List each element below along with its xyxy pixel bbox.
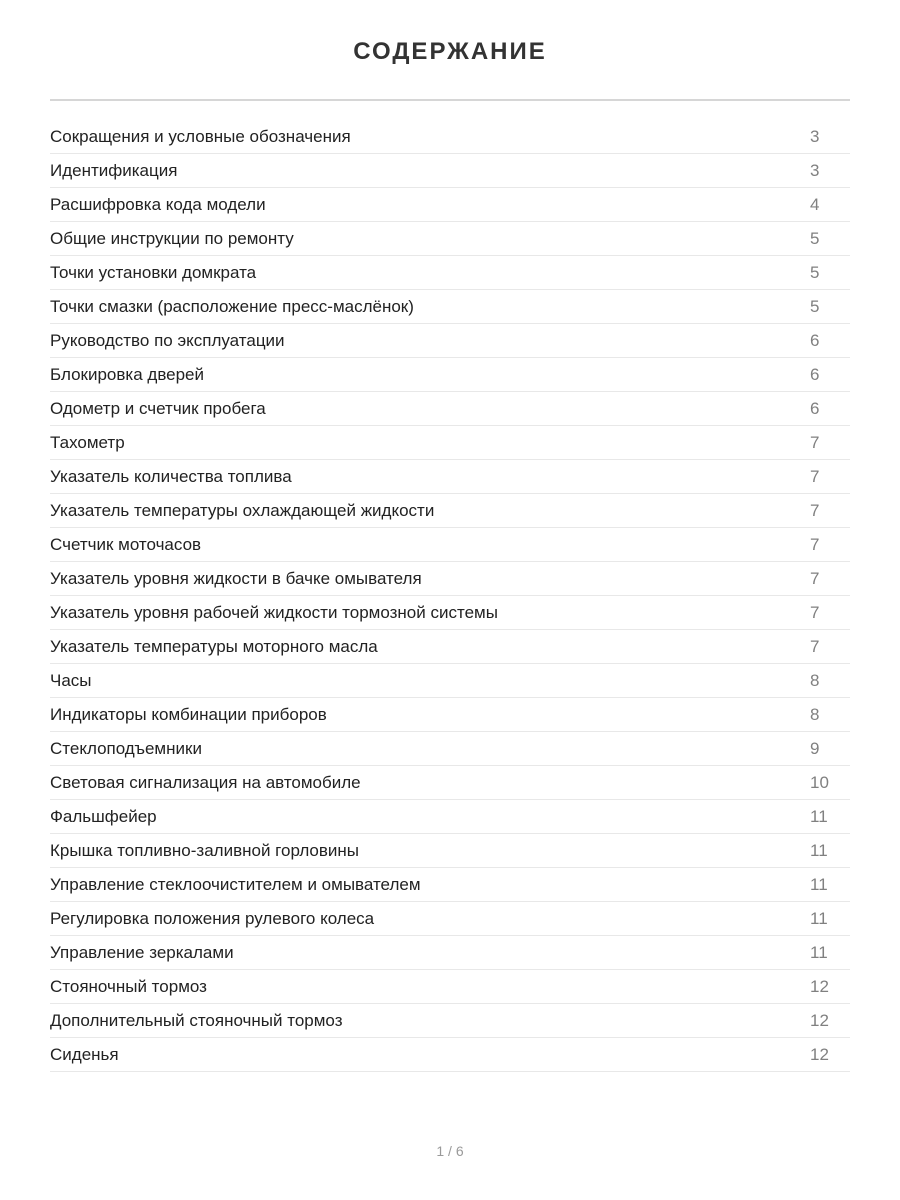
toc-entry[interactable] (50, 1004, 850, 1038)
toc-entry-page: 7 (810, 637, 820, 656)
toc-entry[interactable] (50, 1038, 850, 1072)
toc-entry[interactable] (50, 834, 850, 868)
toc-entry[interactable] (50, 494, 850, 528)
toc-entry[interactable] (50, 970, 850, 1004)
toc-entry[interactable] (50, 800, 850, 834)
toc-entry-title: Точки установки домкрата (50, 263, 257, 282)
toc-entry-page: 4 (810, 195, 820, 214)
toc-entry[interactable] (50, 154, 850, 188)
toc-entry-title: Часы (50, 671, 92, 690)
toc-entry-title: Стояночный тормоз (50, 977, 207, 996)
toc-entry-title: Точки смазки (расположение пресс-маслёнок) (50, 297, 414, 316)
toc-entry[interactable] (50, 664, 850, 698)
toc-entry-title: Расшифровка кода модели (50, 195, 266, 214)
title-divider (50, 99, 850, 101)
toc-entry-title: Световая сигнализация на автомобиле (50, 773, 361, 792)
toc-entry-title: Указатель температуры охлаждающей жидкости (50, 501, 435, 520)
toc-entry[interactable] (50, 528, 850, 562)
toc-entry-title: Фальшфейер (50, 807, 157, 826)
toc-entry-title: Идентификация (50, 161, 178, 180)
toc-entry[interactable] (50, 630, 850, 664)
toc-entry-title: Сиденья (50, 1045, 119, 1064)
toc-entry-title: Указатель температуры моторного масла (50, 637, 378, 656)
toc-entry[interactable] (50, 732, 850, 766)
toc-entry[interactable] (50, 562, 850, 596)
page-indicator: 1 / 6 (436, 1143, 464, 1159)
toc-entry-page: 11 (810, 807, 828, 826)
toc-entry-page: 7 (810, 433, 820, 452)
toc-entry-title: Сокращения и условные обозначения (50, 127, 351, 146)
toc-entry-title: Указатель уровня рабочей жидкости тормозной системы (50, 603, 498, 622)
toc-entry[interactable] (50, 460, 850, 494)
toc-entry-title: Регулировка положения рулевого колеса (50, 909, 375, 928)
toc-entry-title: Управление стеклоочистителем и омывателем (50, 875, 421, 894)
table-of-contents (50, 120, 850, 1072)
toc-entry-page: 7 (810, 501, 820, 520)
toc-entry-page: 7 (810, 467, 820, 486)
toc-entry[interactable] (50, 188, 850, 222)
toc-entry-page: 11 (810, 909, 828, 928)
toc-entry-title: Тахометр (50, 433, 125, 452)
toc-entry[interactable] (50, 222, 850, 256)
toc-entry-page: 12 (810, 977, 829, 996)
toc-entry-title: Руководство по эксплуатации (50, 331, 285, 350)
toc-entry-title: Блокировка дверей (50, 365, 205, 384)
toc-entry[interactable] (50, 596, 850, 630)
toc-entry-page: 3 (810, 127, 820, 146)
toc-entry-title: Управление зеркалами (50, 943, 234, 962)
toc-entry-page: 11 (810, 875, 828, 894)
toc-entry-page: 6 (810, 399, 820, 418)
toc-entry-page: 11 (810, 841, 828, 860)
toc-entry-page: 6 (810, 365, 820, 384)
toc-entry[interactable] (50, 868, 850, 902)
toc-entry[interactable] (50, 426, 850, 460)
toc-entry[interactable] (50, 698, 850, 732)
toc-entry-page: 8 (810, 705, 820, 724)
toc-entry-title: Дополнительный стояночный тормоз (50, 1011, 343, 1030)
toc-entry-title: Стеклоподъемники (50, 739, 202, 758)
toc-entry-page: 5 (810, 229, 820, 248)
toc-entry-page: 8 (810, 671, 820, 690)
toc-entry-page: 12 (810, 1045, 829, 1064)
toc-entry-page: 12 (810, 1011, 829, 1030)
toc-entry[interactable] (50, 290, 850, 324)
toc-entry-page: 11 (810, 943, 828, 962)
toc-entry-page: 7 (810, 535, 820, 554)
toc-entry-title: Индикаторы комбинации приборов (50, 705, 327, 724)
toc-entry-page: 9 (810, 739, 820, 758)
toc-entry[interactable] (50, 120, 850, 154)
page-title: СОДЕРЖАНИЕ (353, 38, 547, 65)
toc-entry[interactable] (50, 358, 850, 392)
toc-entry-page: 5 (810, 297, 820, 316)
toc-entry-page: 3 (810, 161, 820, 180)
toc-entry-title: Крышка топливно-заливной горловины (50, 841, 360, 860)
toc-entry-title: Одометр и счетчик пробега (50, 399, 266, 418)
toc-entry-title: Указатель количества топлива (50, 467, 292, 486)
toc-entry-page: 10 (810, 773, 829, 792)
toc-entry-page: 6 (810, 331, 820, 350)
toc-entry-title: Общие инструкции по ремонту (50, 229, 294, 248)
toc-entry-title: Счетчик моточасов (50, 535, 202, 554)
toc-entry[interactable] (50, 936, 850, 970)
toc-entry[interactable] (50, 324, 850, 358)
toc-entry[interactable] (50, 902, 850, 936)
toc-entry-page: 7 (810, 603, 820, 622)
toc-entry[interactable] (50, 766, 850, 800)
toc-entry-title: Указатель уровня жидкости в бачке омывателя (50, 569, 422, 588)
toc-entry[interactable] (50, 256, 850, 290)
toc-entry-page: 5 (810, 263, 820, 282)
toc-entry[interactable] (50, 392, 850, 426)
toc-entry-page: 7 (810, 569, 820, 588)
